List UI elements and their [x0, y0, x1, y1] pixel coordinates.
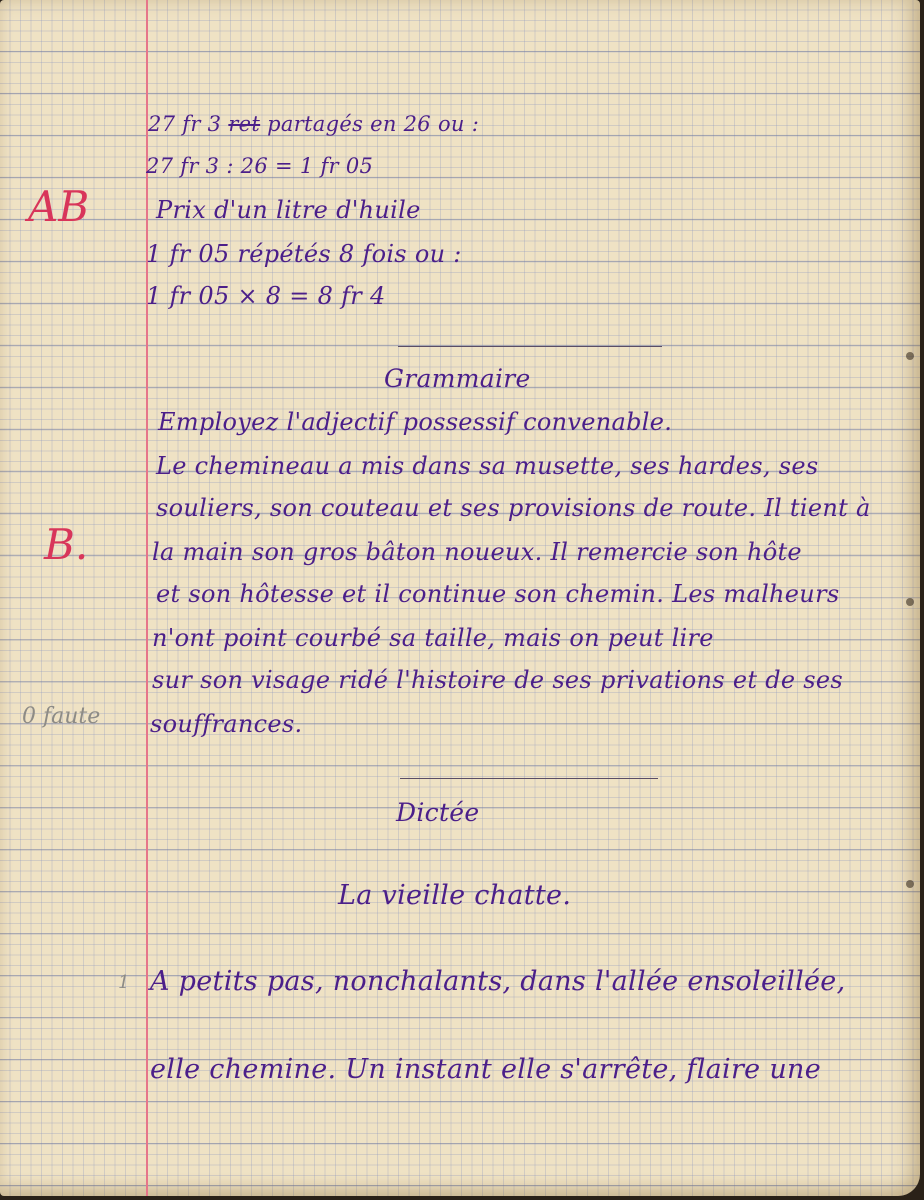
grammar-line-6: sur son visage ridé l'histoire de ses privations et de ses [152, 666, 844, 694]
dictation-line-1: A petits pas, nonchalants, dans l'allée ensoleillée, [150, 966, 846, 997]
grammar-line-7: souffrances. [150, 710, 303, 738]
section-divider-2 [400, 778, 658, 779]
math-line-5: 1 fr 05 × 8 = 8 fr 4 [146, 282, 386, 310]
margin-line [146, 0, 148, 1196]
grammar-line-5: n'ont point courbé sa taille, mais on peut lire [152, 624, 714, 652]
grammar-line-4: et son hôtesse et il continue son chemin. Les malheurs [156, 580, 840, 608]
dictation-line-2: elle chemine. Un instant elle s'arrête, flaire une [150, 1054, 822, 1085]
pencil-note: 0 faute [22, 704, 101, 729]
math-line-4: 1 fr 05 répétés 8 fois ou : [146, 240, 462, 268]
math-grade: AB [28, 182, 90, 231]
math-line-1-rest: partagés en 26 ou : [267, 112, 480, 136]
math-line-1 [148, 112, 479, 136]
grammar-instruction: Employez l'adjectif possessif convenable. [158, 408, 673, 436]
grammar-line-3: la main son gros bâton noueux. Il remercie son hôte [152, 538, 802, 566]
dictation-title: Dictée [396, 798, 480, 827]
math-line-1-start: 27 fr 3 [148, 112, 222, 136]
grammar-line-1: Le chemineau a mis dans sa musette, ses hardes, ses [156, 452, 819, 480]
grammar-title: Grammaire [384, 364, 531, 393]
math-line-2: 27 fr 3 : 26 = 1 fr 05 [146, 154, 374, 178]
math-line-1-struck: ret [228, 112, 261, 136]
grammar-line-2: souliers, son couteau et ses provisions de route. Il tient à [156, 494, 871, 522]
math-line-3: Prix d'un litre d'huile [156, 196, 421, 224]
dictation-subtitle: La vieille chatte. [338, 880, 572, 911]
section-divider-1 [398, 346, 662, 347]
dictation-pencil-mark: 1 [118, 972, 130, 993]
grammar-grade: B. [44, 520, 89, 569]
